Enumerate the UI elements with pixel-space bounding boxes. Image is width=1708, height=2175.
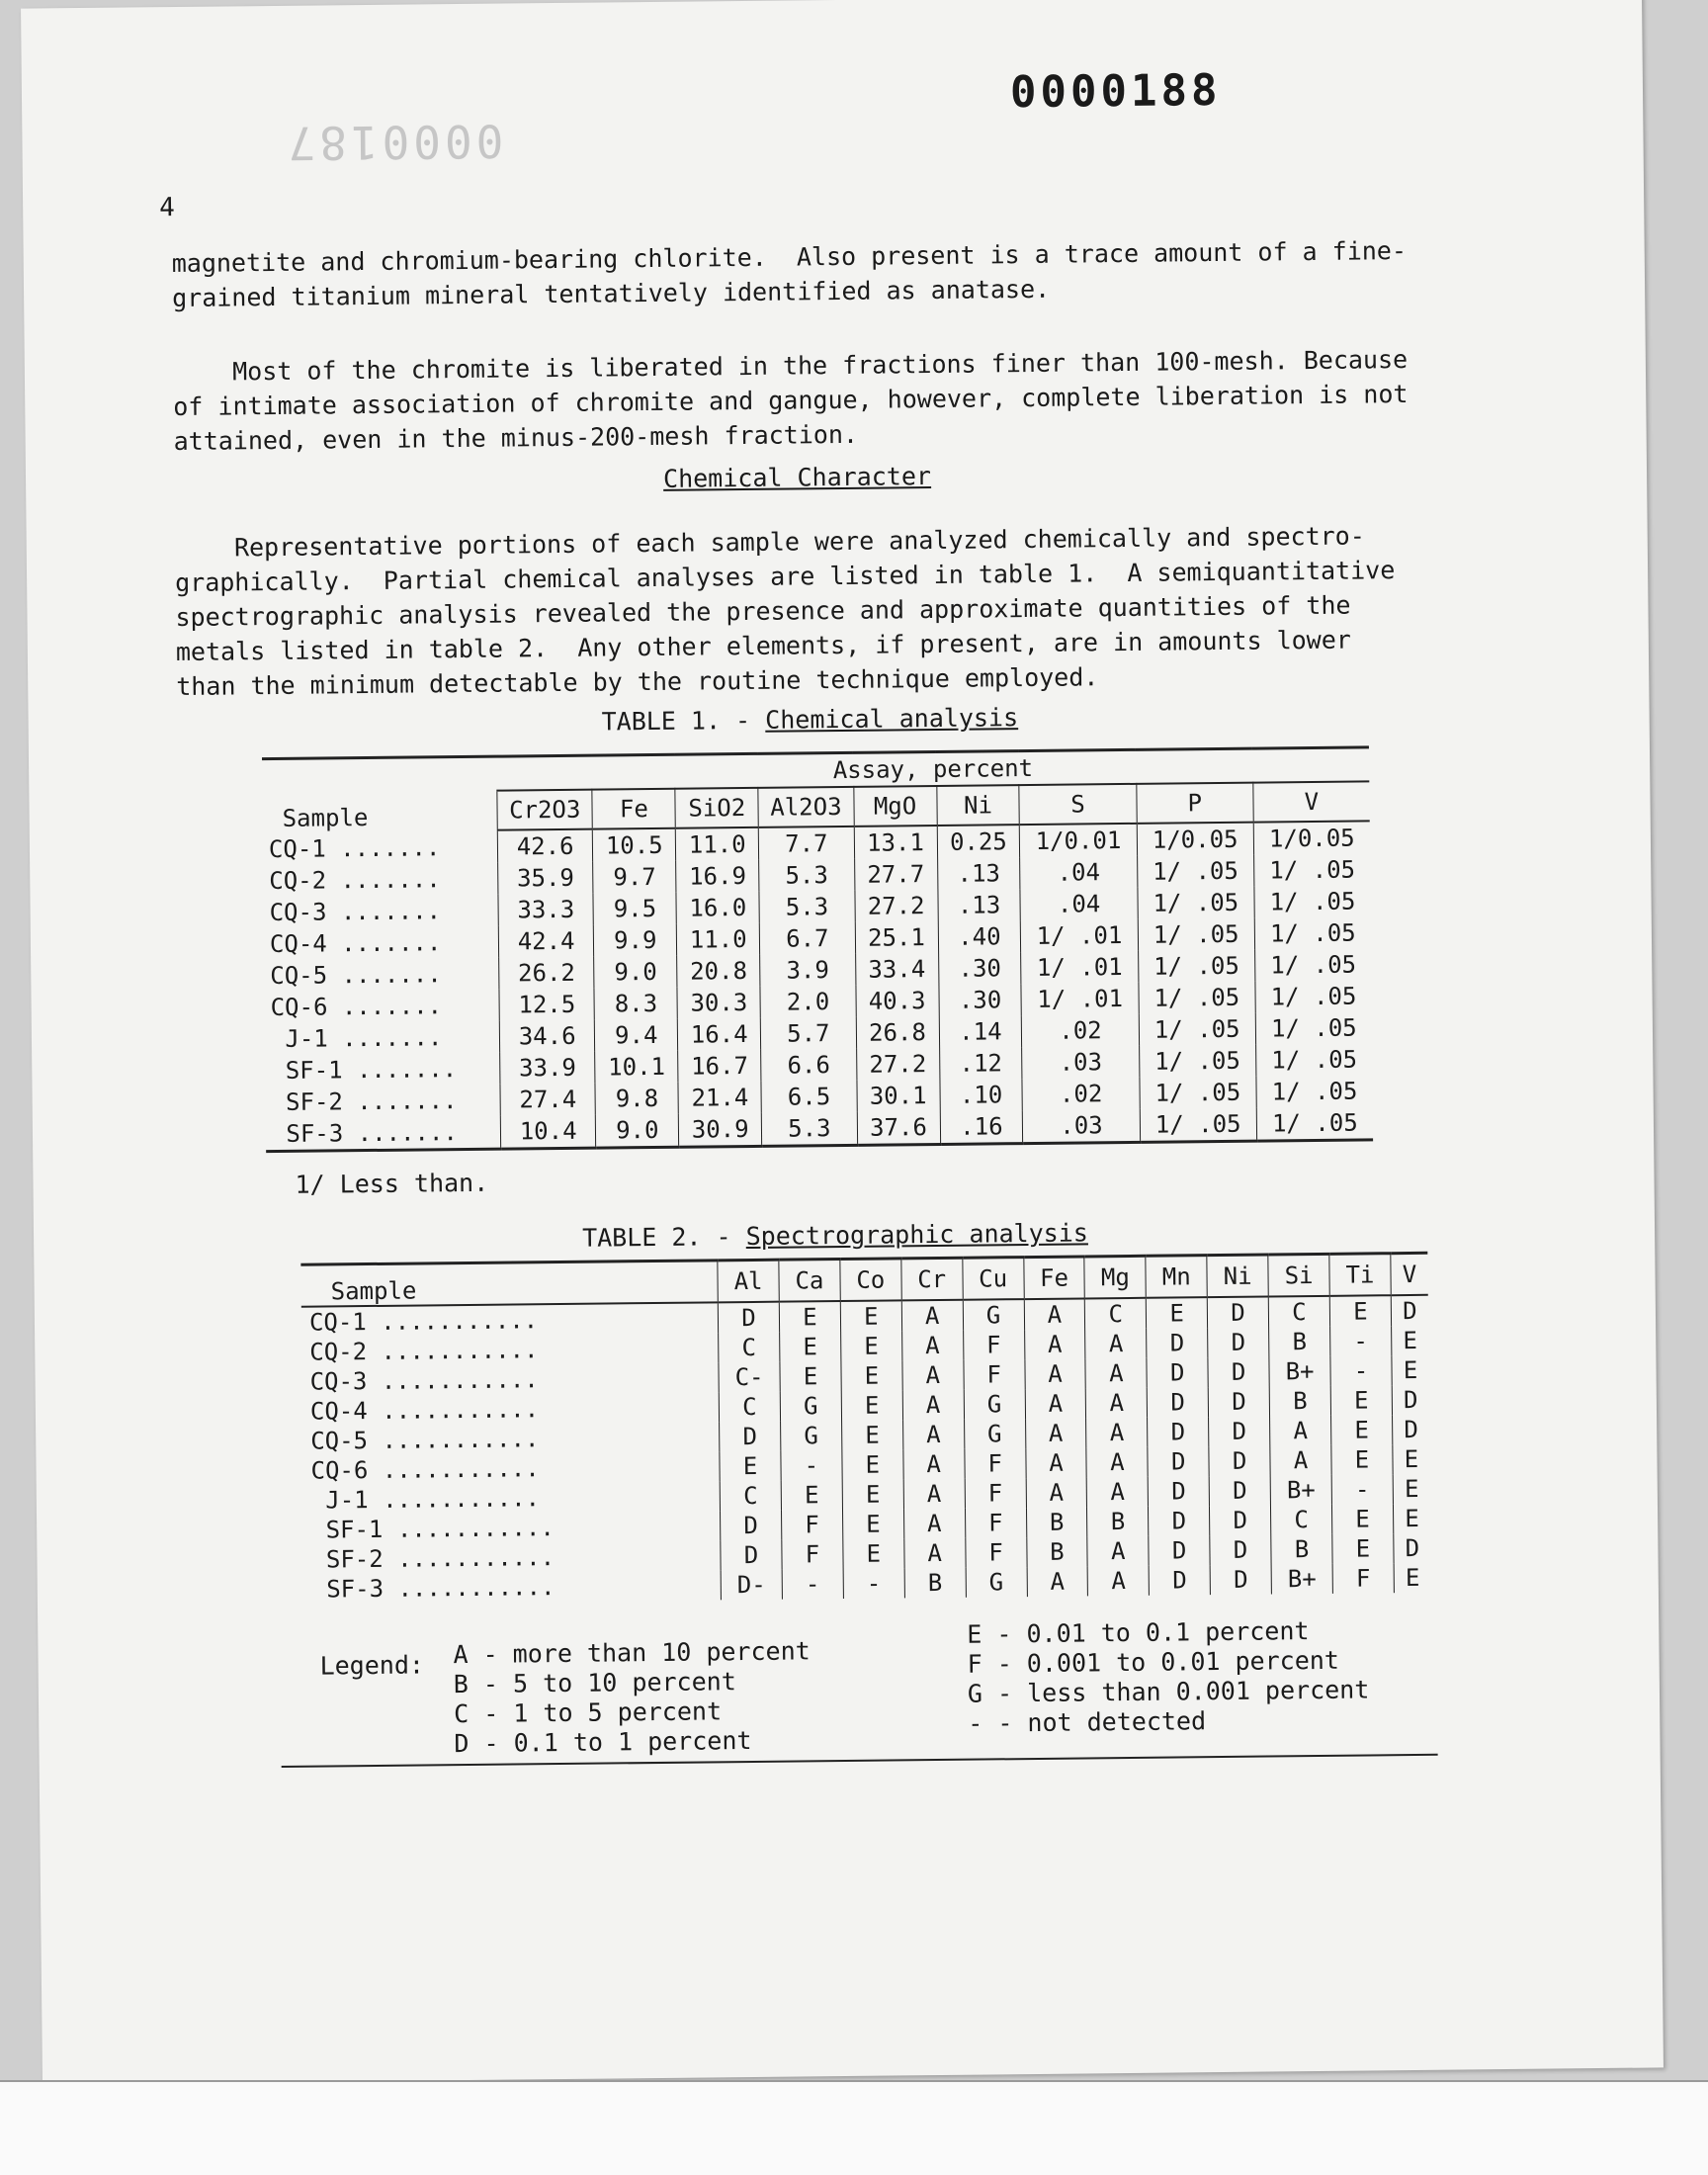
table1-sample-header: Sample: [262, 756, 497, 832]
table2-value-cell: A: [902, 1360, 964, 1391]
table2-sample-cell: CQ-6 ...........: [310, 1454, 540, 1485]
table2-value-cell: A: [1024, 1358, 1085, 1389]
table1-value-cell: 27.4: [500, 1084, 596, 1116]
table1-value-cell: 27.2: [856, 1048, 939, 1081]
table2-value-cell: E: [1330, 1415, 1392, 1445]
table1-value-cell: .30: [938, 952, 1021, 985]
table2-value-cell: D: [1210, 1564, 1271, 1595]
legend-left-column: A - more than 10 percent B - 5 to 10 percent C - 1 to 5 percent D - 0.1 to 1 percent: [453, 1636, 811, 1759]
table2-column-header: Si: [1268, 1254, 1329, 1296]
table1-value-cell: 16.4: [678, 1018, 761, 1051]
table2-value-cell: D: [1209, 1445, 1270, 1476]
table1-value-cell: 30.3: [677, 987, 760, 1019]
paragraph-mineralogy: magnetite and chromium-bearing chlorite. Also present is a trace amount of a fine- grained titanium mineral tentatively identified as anatase.: [171, 235, 1408, 313]
table1-value-cell: .13: [937, 889, 1020, 921]
table2-sample-cell: SF-3 ...........: [311, 1573, 555, 1604]
table2-value-cell: D: [1207, 1296, 1268, 1328]
table1-column-header: S: [1019, 784, 1137, 825]
table1-value-cell: .16: [940, 1110, 1023, 1144]
table1-value-cell: 9.5: [593, 893, 676, 925]
table1-column-header: MgO: [853, 786, 936, 826]
table2-value-cell: D: [1148, 1476, 1209, 1507]
table2-column-header: Ni: [1207, 1255, 1268, 1297]
table1-value-cell: 1/ .05: [1139, 1045, 1256, 1078]
table1-sample-cell: CQ-6 .......: [270, 992, 443, 1022]
table2-value-cell: A: [902, 1390, 964, 1421]
table2-value-cell: D: [1210, 1534, 1271, 1565]
table2-value-cell: D: [1208, 1327, 1269, 1357]
table2-value-cell: E: [840, 1300, 901, 1332]
table2-value-cell: C: [1085, 1298, 1147, 1330]
table2-value-cell: G: [966, 1567, 1027, 1598]
table2-value-cell: B: [1269, 1327, 1330, 1357]
table1-footnote: 1/ Less than.: [295, 1168, 489, 1199]
table2-value-cell: A: [1088, 1566, 1150, 1597]
table2-value-cell: E: [1391, 1326, 1428, 1355]
table2-value-cell: E: [781, 1480, 842, 1511]
table2-value-cell: E: [840, 1331, 901, 1361]
table2-value-cell: D: [1208, 1386, 1269, 1417]
table2-value-cell: D: [721, 1540, 782, 1571]
table1-value-cell: 8.3: [594, 988, 677, 1020]
table1-value-cell: 30.9: [679, 1113, 762, 1147]
table2-value-cell: B: [1026, 1536, 1087, 1567]
table1-value-cell: 1/ .01: [1021, 983, 1139, 1015]
table1-value-cell: 42.6: [497, 829, 593, 863]
legend-label: Legend:: [319, 1650, 425, 1681]
table2-value-cell: D: [1149, 1535, 1210, 1566]
table1-value-cell: 1/ .05: [1137, 855, 1254, 888]
table2-value-cell: F: [963, 1330, 1024, 1360]
table2-value-cell: A: [1270, 1416, 1331, 1446]
table2-value-cell: F: [1332, 1563, 1394, 1594]
table2-value-cell: F: [964, 1448, 1025, 1479]
table2-value-cell: -: [843, 1568, 904, 1599]
table1-value-cell: 6.7: [760, 922, 856, 955]
table1-value-cell: 1/0.05: [1137, 823, 1254, 856]
table1-value-cell: .03: [1022, 1046, 1140, 1079]
table1-value-cell: 5.3: [759, 859, 855, 892]
table2-value-cell: D: [1148, 1446, 1209, 1477]
table1-value-cell: 1/ .05: [1254, 948, 1371, 981]
table1-value-cell: .03: [1023, 1109, 1141, 1144]
table2-value-cell: F: [782, 1539, 843, 1570]
table1-sample-cell: CQ-4 .......: [269, 928, 442, 959]
table2-value-cell: E: [842, 1479, 903, 1510]
table2-value-cell: D: [1147, 1328, 1208, 1358]
table2-value-cell: A: [1024, 1329, 1085, 1359]
table2-column-header: Mg: [1084, 1256, 1146, 1298]
table1-value-cell: 34.6: [499, 1020, 595, 1053]
scan-edge-line: [0, 2080, 1708, 2082]
table2-column-header: Mn: [1146, 1256, 1207, 1298]
table1-value-cell: 1/ .05: [1138, 887, 1255, 919]
table2-value-cell: A: [903, 1449, 965, 1480]
table1-value-cell: 0.25: [937, 825, 1020, 858]
table2-value-cell: E: [1392, 1355, 1429, 1385]
bleed-through-number: 0000187: [284, 114, 504, 170]
chemical-analysis-table: [262, 745, 1373, 1153]
table2-value-cell: G: [964, 1419, 1025, 1449]
table2-value-cell: A: [1085, 1329, 1147, 1359]
paragraph-liberation: Most of the chromite is liberated in the fractions finer than 100-mesh. Because of intimate association of chromite and gangue, however, complete liberation is not attained, even in the minus-200-mesh fraction.: [172, 344, 1409, 457]
table2-value-cell: E: [1393, 1474, 1430, 1504]
table2-value-cell: B: [1271, 1534, 1332, 1565]
table2-value-cell: D: [718, 1302, 779, 1334]
scan-bottom-strip: [0, 2080, 1708, 2175]
table1-value-cell: 1/ .01: [1021, 951, 1139, 984]
table1-value-cell: .02: [1022, 1078, 1140, 1110]
table1-value-cell: 30.1: [857, 1080, 940, 1112]
table2-value-cell: B: [1087, 1507, 1149, 1537]
table2-value-cell: B+: [1270, 1475, 1331, 1506]
table2-value-cell: G: [964, 1389, 1025, 1420]
table2-value-cell: C: [719, 1333, 780, 1363]
table2-value-cell: E: [841, 1420, 902, 1450]
table2-value-cell: E: [779, 1301, 840, 1333]
table1-value-cell: 1/ .05: [1255, 1011, 1372, 1044]
table1-sample-cell: J-1 .......: [270, 1023, 443, 1054]
table1-value-cell: 1/ .05: [1256, 1106, 1373, 1141]
table1-assay-header: Assay, percent: [497, 747, 1370, 791]
table1-value-cell: 1/ .05: [1139, 982, 1256, 1014]
table2-sample-cell: CQ-3 ...........: [309, 1365, 539, 1396]
table2-value-cell: B+: [1269, 1356, 1330, 1387]
table2-sample-cell: CQ-1 ...........: [308, 1306, 539, 1337]
document-number: 0000188: [1009, 64, 1222, 119]
table2-value-cell: D: [1392, 1415, 1429, 1444]
table1-value-cell: 16.7: [678, 1050, 761, 1083]
table1-column-header: Cr2O3: [497, 790, 593, 830]
table2-value-cell: A: [903, 1479, 965, 1510]
table1-value-cell: 42.4: [498, 925, 594, 958]
table1-value-cell: .40: [938, 920, 1021, 953]
table2-column-header: V: [1391, 1253, 1428, 1295]
table2-value-cell: A: [1270, 1445, 1331, 1476]
table2-value-cell: D: [1209, 1416, 1270, 1446]
table1-value-cell: 1/ .05: [1140, 1108, 1257, 1143]
table1-value-cell: 10.5: [593, 828, 676, 862]
table1-value-cell: 3.9: [760, 954, 856, 987]
table1-value-cell: 27.7: [854, 858, 937, 891]
table2-value-cell: A: [1025, 1447, 1086, 1478]
table1-value-cell: 1/ .05: [1256, 1075, 1373, 1107]
table2-value-cell: E: [1147, 1297, 1208, 1329]
table1-value-cell: 5.3: [762, 1112, 858, 1147]
table1-value-cell: 16.0: [676, 892, 759, 924]
table1-value-cell: 9.8: [595, 1083, 678, 1115]
table1-value-cell: 27.2: [855, 890, 938, 922]
table2-value-cell: A: [901, 1300, 963, 1332]
table2-value-cell: E: [1393, 1444, 1430, 1474]
table2-value-cell: D: [1392, 1385, 1429, 1415]
table2-value-cell: D: [1149, 1506, 1210, 1536]
table2-sample-header: Sample: [300, 1261, 718, 1307]
table2-value-cell: C: [719, 1392, 780, 1423]
table2-value-cell: E: [780, 1332, 841, 1362]
paragraph-analysis: Representative portions of each sample were analyzed chemically and spectro- graphically. Partial chemical analyses are listed in table 1. A semiquantitative spectrographic analysis revealed the presence and approximate quantities of the metals listed in table 2. Any other elements, if present, are in amounts lower than the minimum detectable by the routine technique employed.: [174, 521, 1396, 702]
table2-value-cell: -: [781, 1450, 842, 1481]
table2-value-cell: C: [1271, 1505, 1332, 1535]
table2-sample-cell: CQ-2 ...........: [309, 1336, 539, 1366]
table2-value-cell: A: [1027, 1566, 1088, 1597]
table2-value-cell: B+: [1271, 1564, 1332, 1595]
table2-value-cell: E: [1330, 1385, 1392, 1416]
table2-value-cell: C-: [719, 1362, 780, 1393]
legend-right-column: E - 0.01 to 0.1 percent F - 0.001 to 0.01 percent G - less than 0.001 percent - - not detected: [967, 1616, 1370, 1738]
table1-value-cell: 16.9: [676, 860, 759, 893]
table1-value-cell: 1/ .05: [1254, 885, 1371, 917]
table2-value-cell: E: [842, 1449, 903, 1480]
table2-value-cell: B: [1269, 1386, 1330, 1417]
table2-column-header: Cr: [901, 1258, 963, 1300]
table1-title: TABLE 1. - Chemical analysis: [601, 703, 1019, 737]
table2-value-cell: D: [1394, 1533, 1431, 1563]
table1-value-cell: .12: [939, 1047, 1022, 1080]
table2-value-cell: E: [1393, 1504, 1430, 1533]
table1-value-cell: .02: [1022, 1014, 1140, 1047]
table1-value-cell: 1/ .05: [1254, 916, 1371, 949]
table1-value-cell: 5.7: [761, 1017, 857, 1050]
table2-value-cell: A: [903, 1509, 965, 1539]
table2-value-cell: -: [1331, 1474, 1393, 1505]
table2-value-cell: A: [1024, 1298, 1085, 1330]
table1-sample-cell: CQ-1 .......: [268, 832, 441, 863]
table1-value-cell: 35.9: [498, 862, 594, 895]
table1-value-cell: .10: [939, 1079, 1022, 1111]
table1-value-cell: .04: [1020, 888, 1138, 920]
table2-value-cell: E: [841, 1360, 902, 1391]
table1-value-cell: 1/ .05: [1139, 1013, 1256, 1046]
table2-value-cell: F: [965, 1537, 1026, 1568]
table2-value-cell: F: [964, 1359, 1025, 1390]
page-number: 4: [159, 193, 175, 223]
table2-value-cell: E: [1394, 1563, 1431, 1593]
table2-value-cell: A: [1086, 1388, 1148, 1419]
table1-column-header: Al2O3: [758, 787, 854, 827]
table1-value-cell: 10.4: [500, 1115, 596, 1150]
table1-value-cell: 20.8: [677, 955, 760, 988]
table1-value-cell: 1/ .05: [1138, 918, 1255, 951]
table1-value-cell: 40.3: [856, 985, 939, 1017]
table1-value-cell: 6.5: [761, 1081, 857, 1113]
table2-value-cell: A: [1087, 1477, 1149, 1508]
table1-value-cell: 1/ .05: [1255, 1043, 1372, 1076]
table2-value-cell: D: [1148, 1417, 1209, 1447]
table1-value-cell: 9.9: [594, 924, 677, 957]
table1-value-cell: 33.9: [500, 1052, 596, 1085]
table1-sample-cell: SF-2 .......: [271, 1087, 458, 1117]
table2-value-cell: A: [902, 1420, 964, 1450]
table1-value-cell: .04: [1020, 856, 1138, 889]
table2-value-cell: D: [1208, 1356, 1269, 1387]
table1-sample-cell: CQ-3 .......: [269, 897, 442, 927]
table2-value-cell: -: [1330, 1326, 1392, 1356]
table2-value-cell: E: [780, 1361, 841, 1392]
table2-value-cell: B: [904, 1568, 966, 1599]
table2-value-cell: D: [1147, 1357, 1208, 1388]
table2-value-cell: E: [843, 1538, 904, 1569]
table1-value-cell: 21.4: [678, 1082, 761, 1114]
table1-value-cell: 1/0.05: [1253, 821, 1370, 854]
table2-sample-cell: J-1 ...........: [310, 1484, 541, 1515]
table1-value-cell: 11.0: [676, 827, 759, 861]
table2-column-header: Co: [840, 1259, 901, 1301]
table2-value-cell: -: [1330, 1355, 1392, 1386]
table2-value-cell: E: [1329, 1295, 1391, 1327]
table1-value-cell: 6.6: [761, 1049, 857, 1082]
table1-value-cell: 13.1: [854, 826, 937, 859]
table1-value-cell: 1/ .05: [1253, 853, 1370, 886]
table2-value-cell: A: [1026, 1477, 1087, 1508]
table2-value-cell: G: [781, 1421, 842, 1451]
table1-sample-cell: SF-1 .......: [271, 1055, 458, 1086]
table2-value-cell: E: [1332, 1533, 1394, 1564]
table2-column-header: Ca: [779, 1260, 840, 1302]
table2-value-cell: D-: [721, 1570, 782, 1601]
table2-value-cell: A: [1085, 1358, 1147, 1389]
table2-value-cell: A: [1086, 1418, 1148, 1448]
table1-value-cell: 9.0: [594, 956, 677, 989]
table1-column-header: Fe: [592, 789, 675, 829]
table1-value-cell: 2.0: [760, 986, 856, 1018]
table1-value-cell: 1/ .05: [1140, 1077, 1257, 1109]
table1-value-cell: 26.8: [856, 1016, 939, 1049]
table2-value-cell: A: [1025, 1418, 1086, 1448]
table1-value-cell: 5.3: [759, 891, 855, 923]
table1-sample-cell: CQ-2 .......: [269, 865, 441, 896]
table2-column-header: Ti: [1329, 1254, 1391, 1296]
table1-value-cell: .30: [938, 984, 1021, 1016]
table2-value-cell: D: [720, 1422, 781, 1452]
table2-column-header: Al: [718, 1260, 779, 1302]
table1-value-cell: 1/ .01: [1021, 919, 1139, 952]
table2-sample-cell: SF-2 ...........: [311, 1543, 555, 1574]
table1-value-cell: 26.2: [499, 957, 595, 990]
table2-value-cell: D: [1209, 1475, 1270, 1506]
table2-value-cell: D: [1391, 1295, 1428, 1326]
table1-sample-cell: CQ-5 .......: [270, 960, 442, 991]
spectrographic-analysis-table: [300, 1252, 1431, 1605]
table2-value-cell: A: [1025, 1388, 1086, 1419]
table2-value-cell: C: [1268, 1296, 1329, 1328]
table2-value-cell: D: [1148, 1387, 1209, 1418]
table2-column-header: Cu: [962, 1258, 1023, 1300]
table1-value-cell: 11.0: [677, 923, 760, 956]
table1-value-cell: 1/ .05: [1138, 950, 1255, 983]
table2-value-cell: G: [963, 1299, 1024, 1331]
table2-value-cell: E: [842, 1509, 903, 1539]
section-heading-chemical-character: Chemical Character: [662, 462, 932, 493]
table1-column-header: P: [1136, 783, 1253, 824]
table1-value-cell: 9.7: [593, 861, 676, 894]
table1-value-cell: 12.5: [499, 989, 595, 1021]
table1-sample-cell: SF-3 .......: [266, 1116, 501, 1152]
table1-value-cell: 37.6: [857, 1111, 940, 1145]
table2-value-cell: E: [1331, 1504, 1393, 1534]
table2-sample-cell: CQ-5 ...........: [310, 1425, 540, 1455]
document-page: [21, 0, 1664, 2085]
table2-value-cell: B: [1026, 1507, 1087, 1537]
table2-value-cell: F: [965, 1478, 1026, 1509]
table1-value-cell: 9.0: [596, 1114, 679, 1148]
table2-value-cell: D: [721, 1511, 782, 1541]
table1-value-cell: 1/0.01: [1020, 824, 1138, 857]
table1-value-cell: 25.1: [855, 921, 938, 954]
table2-value-cell: A: [901, 1331, 963, 1361]
table2-value-cell: F: [781, 1510, 842, 1540]
table2-sample-cell: CQ-4 ...........: [309, 1395, 540, 1426]
table1-column-header: SiO2: [675, 788, 758, 828]
table1-value-cell: 33.4: [855, 953, 938, 986]
table1-value-cell: 1/ .05: [1255, 980, 1372, 1012]
table2-value-cell: A: [1087, 1536, 1149, 1567]
table2-value-cell: E: [841, 1390, 902, 1421]
table1-column-header: Ni: [936, 785, 1019, 826]
table1-column-header: V: [1253, 781, 1370, 822]
table2-value-cell: A: [1086, 1447, 1148, 1478]
table1-value-cell: .14: [939, 1015, 1022, 1048]
table2-value-cell: A: [904, 1538, 966, 1569]
table1-value-cell: 9.4: [595, 1019, 678, 1052]
table1-value-cell: 33.3: [498, 894, 594, 926]
table2-value-cell: D: [1149, 1565, 1210, 1596]
table1-value-cell: .13: [937, 857, 1020, 890]
table2-value-cell: D: [1210, 1505, 1271, 1535]
table1-value-cell: 10.1: [595, 1051, 678, 1084]
table2-value-cell: E: [1331, 1444, 1393, 1475]
table2-sample-cell: SF-1 ...........: [311, 1514, 555, 1544]
table2-title: TABLE 2. - Spectrographic analysis: [581, 1218, 1088, 1253]
table1-value-cell: 7.7: [758, 826, 854, 860]
table2-value-cell: E: [720, 1451, 781, 1482]
table2-value-cell: F: [965, 1508, 1026, 1538]
table2-value-cell: C: [720, 1481, 781, 1512]
table2-value-cell: G: [780, 1391, 841, 1422]
table2-value-cell: -: [782, 1569, 843, 1600]
table2-column-header: Fe: [1023, 1257, 1084, 1299]
